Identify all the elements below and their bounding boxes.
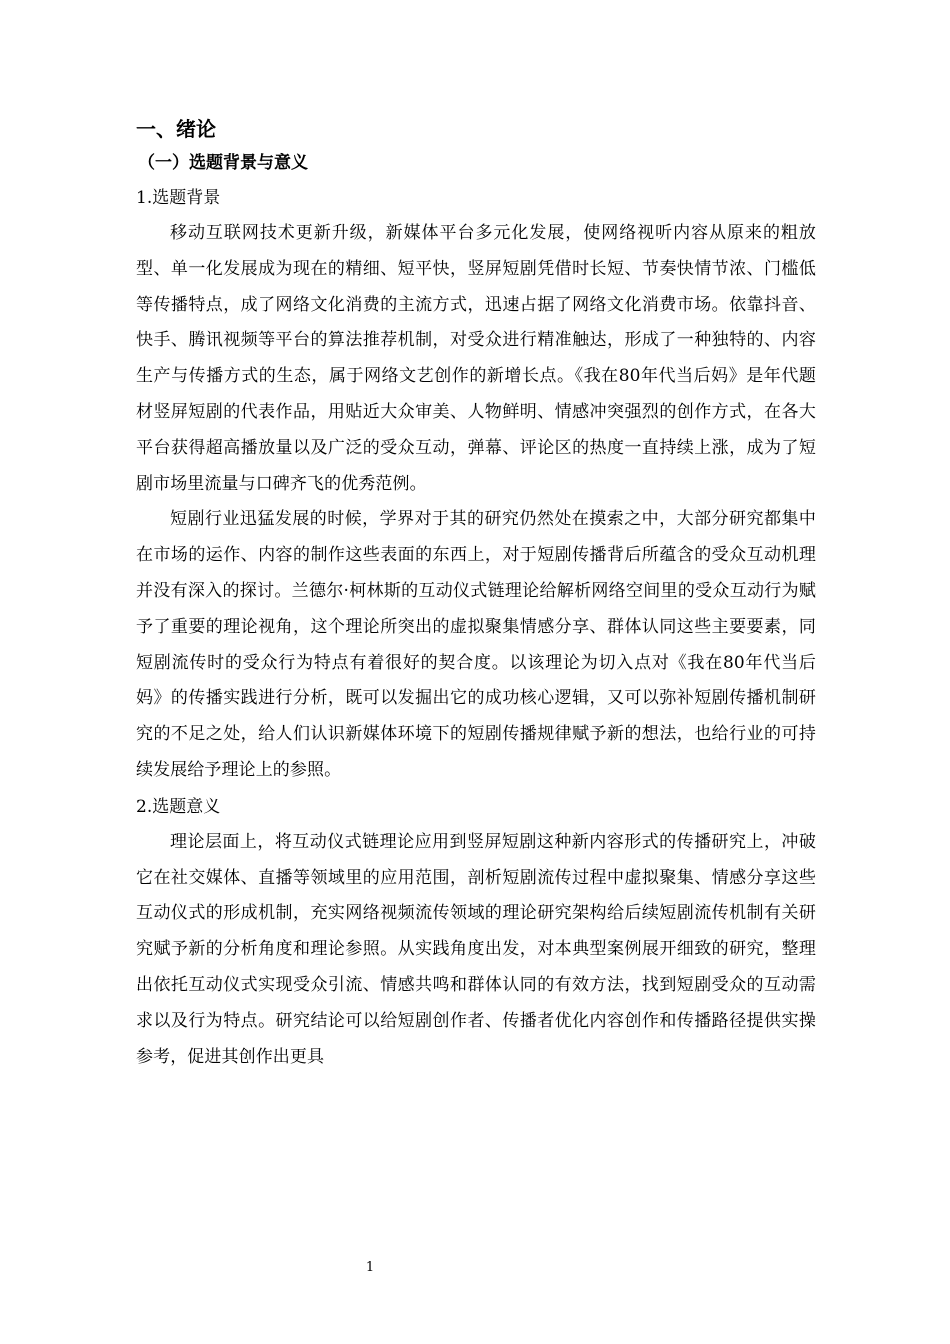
page-number: 1 [365,1260,375,1275]
paragraph-background-2: 短剧行业迅猛发展的时候，学界对于其的研究仍然处在摸索之中，大部分研究都集中在市场的运作、内容的制作这些表面的东西上，对于短剧传播背后所蕴含的受众互动机理并没有深入的探讨。兰德尔·柯林斯的互动仪式链理论给解析网络空间里的受众互动行为赋予了重要的理论视角，这个理论所突出的虚拟聚集情感分享、群体认同这些主要要素，同短剧流传时的受众行为特点有着很好的契合度。以该理论为切入点对《我在80年代当后妈》的传播实践进行分析，既可以发掘出它的成功核心逻辑，又可以弥补短剧传播机制研究的不足之处，给人们认识新媒体环境下的短剧传播规律赋予新的想法，也给行业的可持续发展给予理论上的参照。 [136,509,816,780]
paragraph-background-1: 移动互联网技术更新升级，新媒体平台多元化发展，使网络视听内容从原来的粗放型、单一化发展成为现在的精细、短平快，竖屏短剧凭借时长短、节奏快情节浓、门槛低等传播特点，成了网络文化消费的主流方式，迅速占据了网络文化消费市场。依靠抖音、快手、腾讯视频等平台的算法推荐机制，对受众进行精准触达，形成了一种独特的、内容生产与传播方式的生态，属于网络文艺创作的新增长点。《我在80年代当后妈》是年代题材竖屏短剧的代表作品，用贴近大众审美、人物鲜明、情感冲突强烈的创作方式，在各大平台获得超高播放量以及广泛的受众互动，弹幕、评论区的热度一直持续上涨，成为了短剧市场里流量与口碑齐飞的优秀范例。 [136,223,816,494]
subsection-title-background: 1.选题背景 [136,188,221,208]
chapter-heading: 一、绪论 [136,117,216,141]
subsection-title-significance: 2.选题意义 [136,796,221,817]
section-heading: （一）选题背景与意义 [138,153,308,173]
page-content [136,112,816,1075]
paragraph-significance-1: 理论层面上，将互动仪式链理论应用到竖屏短剧这种新内容形式的传播研究上，冲破它在社交媒体、直播等领域里的应用范围，剖析短剧流传过程中虚拟聚集、情感分享这些互动仪式的形成机制，充实网络视频流传领域的理论研究架构给后续短剧流传机制有关研究赋予新的分析角度和理论参照。从实践角度出发，对本典型案例展开细致的研究，整理出依托互动仪式实现受众引流、情感共鸣和群体认同的有效方法，找到短剧受众的互动需求以及行为特点。研究结论可以给短剧创作者、传播者优化内容创作和传播路径提供实操参考，促进其创作出更具 [136,831,816,1067]
